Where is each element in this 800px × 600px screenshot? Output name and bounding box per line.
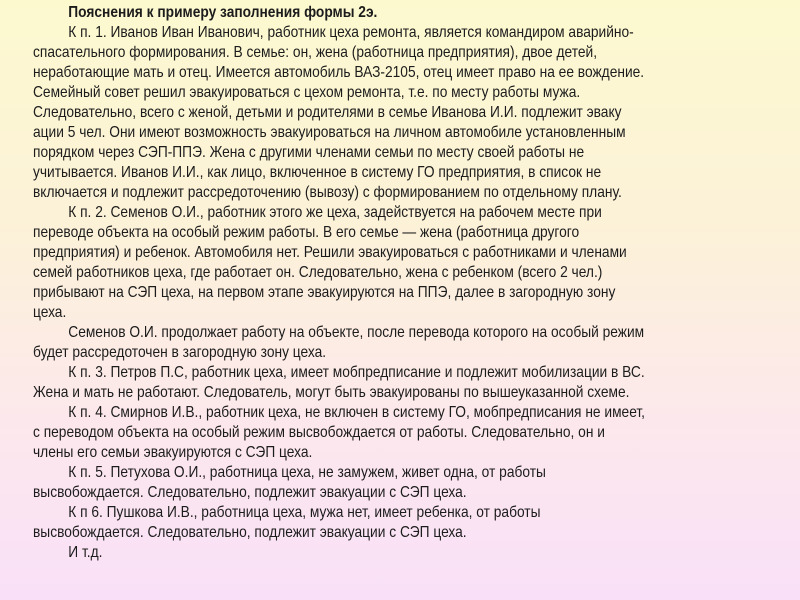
text-line: И т.д. xyxy=(68,544,103,561)
paragraph xyxy=(33,543,773,563)
text-line: спасательного формирования. В семье: он, жена (работница предприятия), двое детей, xyxy=(33,44,598,61)
text-line: порядком через СЭП-ППЭ. Жена с другими членами семьи по месту своей работы не xyxy=(33,144,585,161)
text-line: ации 5 чел. Они имеют возможность эвакуироваться на личном автомобиле установленным xyxy=(33,124,626,141)
text-line: К п. 4. Смирнов И.В., работник цеха, не включен в систему ГО, мобпредписания не имеет, xyxy=(68,404,645,421)
paragraph xyxy=(33,503,773,543)
text-line: К п. 1. Иванов Иван Иванович, работник цеха ремонта, является командиром аварийно- xyxy=(68,24,634,41)
text-line: учитывается. Иванов И.И., как лицо, включенное в систему ГО предприятия, в список не xyxy=(33,164,602,181)
text-line: Жена и мать не работают. Следователь, могут быть эвакуированы по вышеуказанной схеме. xyxy=(33,384,630,401)
paragraph xyxy=(33,23,773,203)
text-line: К п 6. Пушкова И.В., работница цеха, мужа нет, имеет ребенка, от работы xyxy=(68,504,541,521)
text-line: Следовательно, всего с женой, детьми и родителями в семье Иванова И.И. подлежит эваку xyxy=(33,104,622,121)
text-line: К п. 3. Петров П.С, работник цеха, имеет мобпредписание и подлежит мобилизации в ВС. xyxy=(68,364,645,381)
document-title: Пояснения к примеру заполнения формы 2э. xyxy=(68,4,378,21)
text-line: Семейный совет решил эвакуироваться с цехом ремонта, т.е. по месту работы мужа. xyxy=(33,84,581,101)
paragraph xyxy=(33,323,773,363)
text-line: К п. 5. Петухова О.И., работница цеха, не замужем, живет одна, от работы xyxy=(68,464,546,481)
text-line: переводе объекта на особый режим работы. В его семье — жена (работница другого xyxy=(33,224,580,241)
paragraph xyxy=(33,403,773,463)
text-line: предприятия) и ребенок. Автомобиля нет. Решили эвакуироваться с работниками и членами xyxy=(33,244,627,261)
text-line: неработающие мать и отец. Имеется автомобиль ВАЗ-2105, отец имеет право на ее вождение. xyxy=(33,64,645,81)
text-line: с переводом объекта на особый режим высвобождается от работы. Следовательно, он и xyxy=(33,424,605,441)
document-body xyxy=(33,3,773,563)
text-line: семей работников цеха, где работает он. Следовательно, жена с ребенком (всего 2 чел.) xyxy=(33,264,603,281)
text-line: цеха. xyxy=(33,304,67,321)
text-line: будет рассредоточен в загородную зону цеха. xyxy=(33,344,327,361)
paragraph xyxy=(33,203,773,323)
text-line: члены его семьи эвакуируются с СЭП цеха. xyxy=(33,444,313,461)
text-line: К п. 2. Семенов О.И., работник этого же цеха, задействуется на рабочем месте при xyxy=(68,204,602,221)
text-line: высвобождается. Следовательно, подлежит эвакуации с СЭП цеха. xyxy=(33,524,467,541)
text-line: Семенов О.И. продолжает работу на объекте, после перевода которого на особый режим xyxy=(68,324,645,341)
paragraph xyxy=(33,363,773,403)
text-line: включается и подлежит рассредоточению (вывозу) с формированием по отдельному плану. xyxy=(33,184,622,201)
paragraph xyxy=(33,463,773,503)
text-line: прибывают на СЭП цеха, на первом этапе эвакуируются на ППЭ, далее в загородную зону xyxy=(33,284,616,301)
text-line: высвобождается. Следовательно, подлежит эвакуации с СЭП цеха. xyxy=(33,484,467,501)
